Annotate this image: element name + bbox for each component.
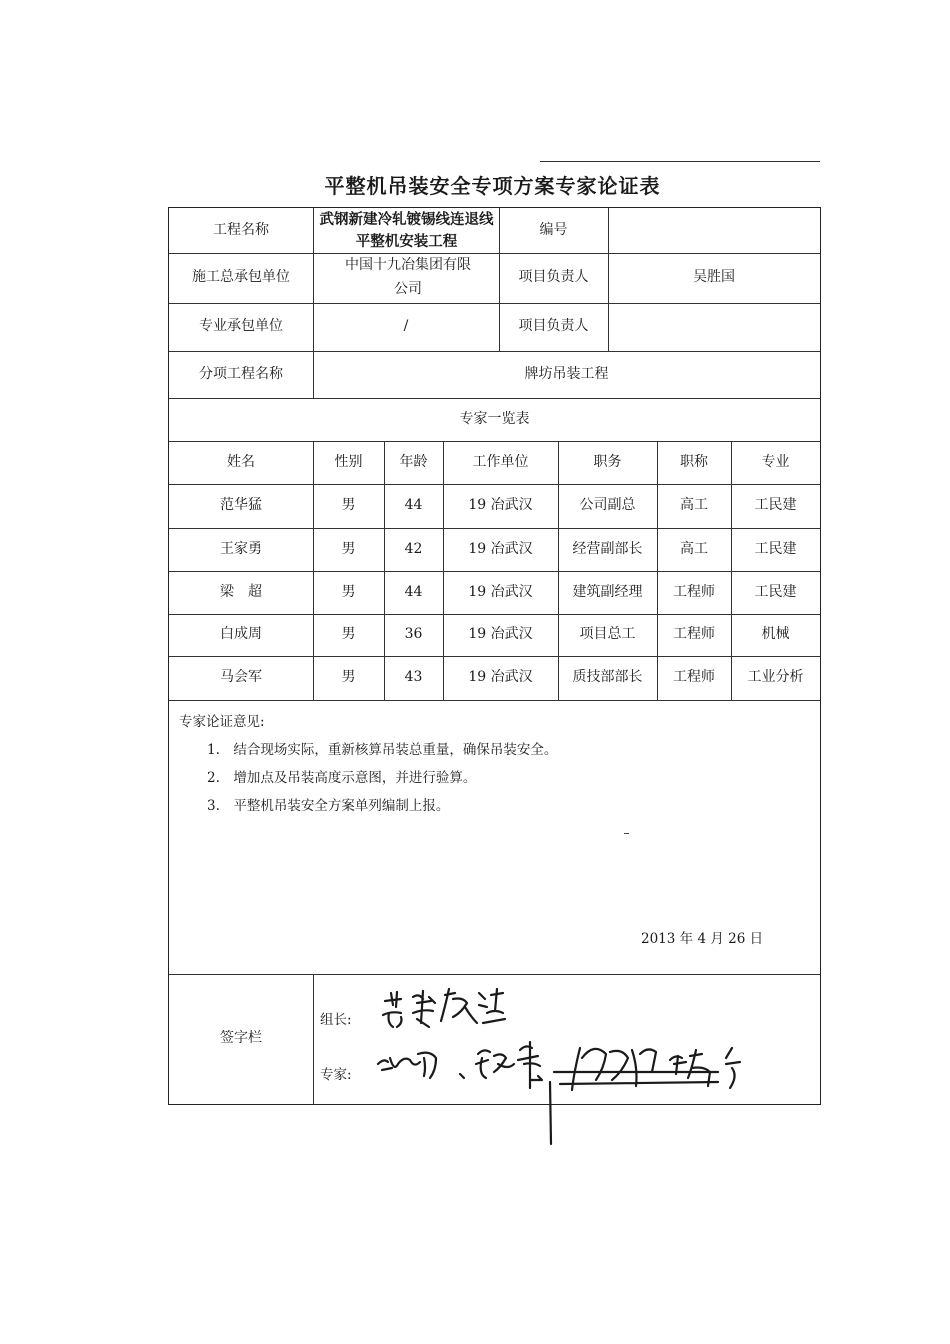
table-cell: 工程师 [673,626,715,643]
form-table [168,207,821,1105]
page-title: 平整机吊装安全专项方案专家论证表 [324,174,661,198]
project-name-label: 工程名称 [213,221,269,238]
header-name: 姓名 [227,453,255,470]
table-cell: 马会军 [220,669,262,686]
table-cell: 王家勇 [220,540,262,557]
table-cell: 公司副总 [579,497,636,514]
project-lead-value: 吴胜国 [693,269,735,286]
table-cell: 男 [341,669,356,686]
number-value [608,208,820,253]
leader-label: 组长: [320,1012,352,1028]
project-lead-label-2: 项目负责人 [518,318,589,335]
specialty-contractor-label: 专业承包单位 [199,318,283,335]
project-name-value: 武钢新建冷轧镀锡线连退线平整机安装工程 [319,211,494,250]
specialty-contractor-value: / [403,318,409,335]
project-lead-label: 项目负责人 [518,269,589,286]
table-cell: 44 [404,583,423,600]
table-cell: 19 冶武汉 [468,583,533,600]
opinion-heading: 专家论证意见: [179,714,265,730]
table-cell: 男 [341,540,356,557]
project-lead-value-2 [608,303,820,351]
table-cell: 36 [404,626,423,643]
table-cell: 19 冶武汉 [468,626,533,643]
general-contractor-label: 施工总承包单位 [192,269,290,286]
header-age: 年龄 [399,453,428,470]
table-cell: 工业分析 [747,669,804,686]
table-cell: 工程师 [673,669,715,686]
table-cell: 机械 [761,626,790,643]
table-cell: 白成周 [220,626,262,643]
header-title: 职称 [680,453,708,470]
header-specialty: 专业 [761,453,790,470]
table-cell: 工民建 [754,540,797,557]
table-cell: 经营副部长 [572,540,643,557]
opinion-item-1: 1. 结合现场实际，重新核算吊装总重量，确保吊装安全。 [207,742,558,758]
table-cell: 44 [404,497,423,514]
subproject-label: 分项工程名称 [199,365,283,382]
table-cell: 梁 超 [220,583,262,600]
table-cell: 工民建 [754,497,797,514]
general-contractor-value: 中国十九冶集团有限公司 [345,257,471,297]
table-cell: 高工 [680,497,708,514]
table-cell: 高工 [680,540,708,557]
table-cell: 男 [341,626,356,643]
experts-section-title: 专家一览表 [459,410,530,427]
table-cell: 项目总工 [579,626,636,643]
table-cell: 43 [404,669,423,686]
signature-trailing-stroke [540,1080,570,1150]
leader-signature [379,983,509,1033]
opinion-item-2: 2. 增加点及吊装高度示意图，并进行验算。 [207,770,477,786]
table-cell: 工程师 [673,583,715,600]
table-cell: 19 冶武汉 [468,669,533,686]
experts-label: 专家: [320,1067,352,1083]
opinion-date: 2013 年 4 月 26 日 [641,931,764,947]
header-employer: 工作单位 [472,453,529,470]
table-cell: 建筑副经理 [572,583,643,600]
table-cell: 质技部部长 [572,669,643,686]
table-cell: 男 [341,497,356,514]
scan-speck [624,833,629,834]
table-cell: 19 冶武汉 [468,540,533,557]
expert-opinion [179,708,557,820]
top-rule [540,161,820,162]
signature-section-label: 签字栏 [220,1030,262,1047]
table-cell: 男 [341,583,356,600]
table-cell: 工民建 [754,583,797,600]
number-label: 编号 [539,221,568,238]
opinion-item-3: 3. 平整机吊装安全方案单列编制上报。 [207,798,450,814]
table-cell: 19 冶武汉 [468,497,533,514]
subproject-value: 牌坊吊装工程 [524,365,609,382]
table-cell: 42 [404,540,423,557]
header-gender: 性别 [334,453,363,470]
table-cell: 范华猛 [220,497,262,514]
header-position: 职务 [593,453,622,470]
